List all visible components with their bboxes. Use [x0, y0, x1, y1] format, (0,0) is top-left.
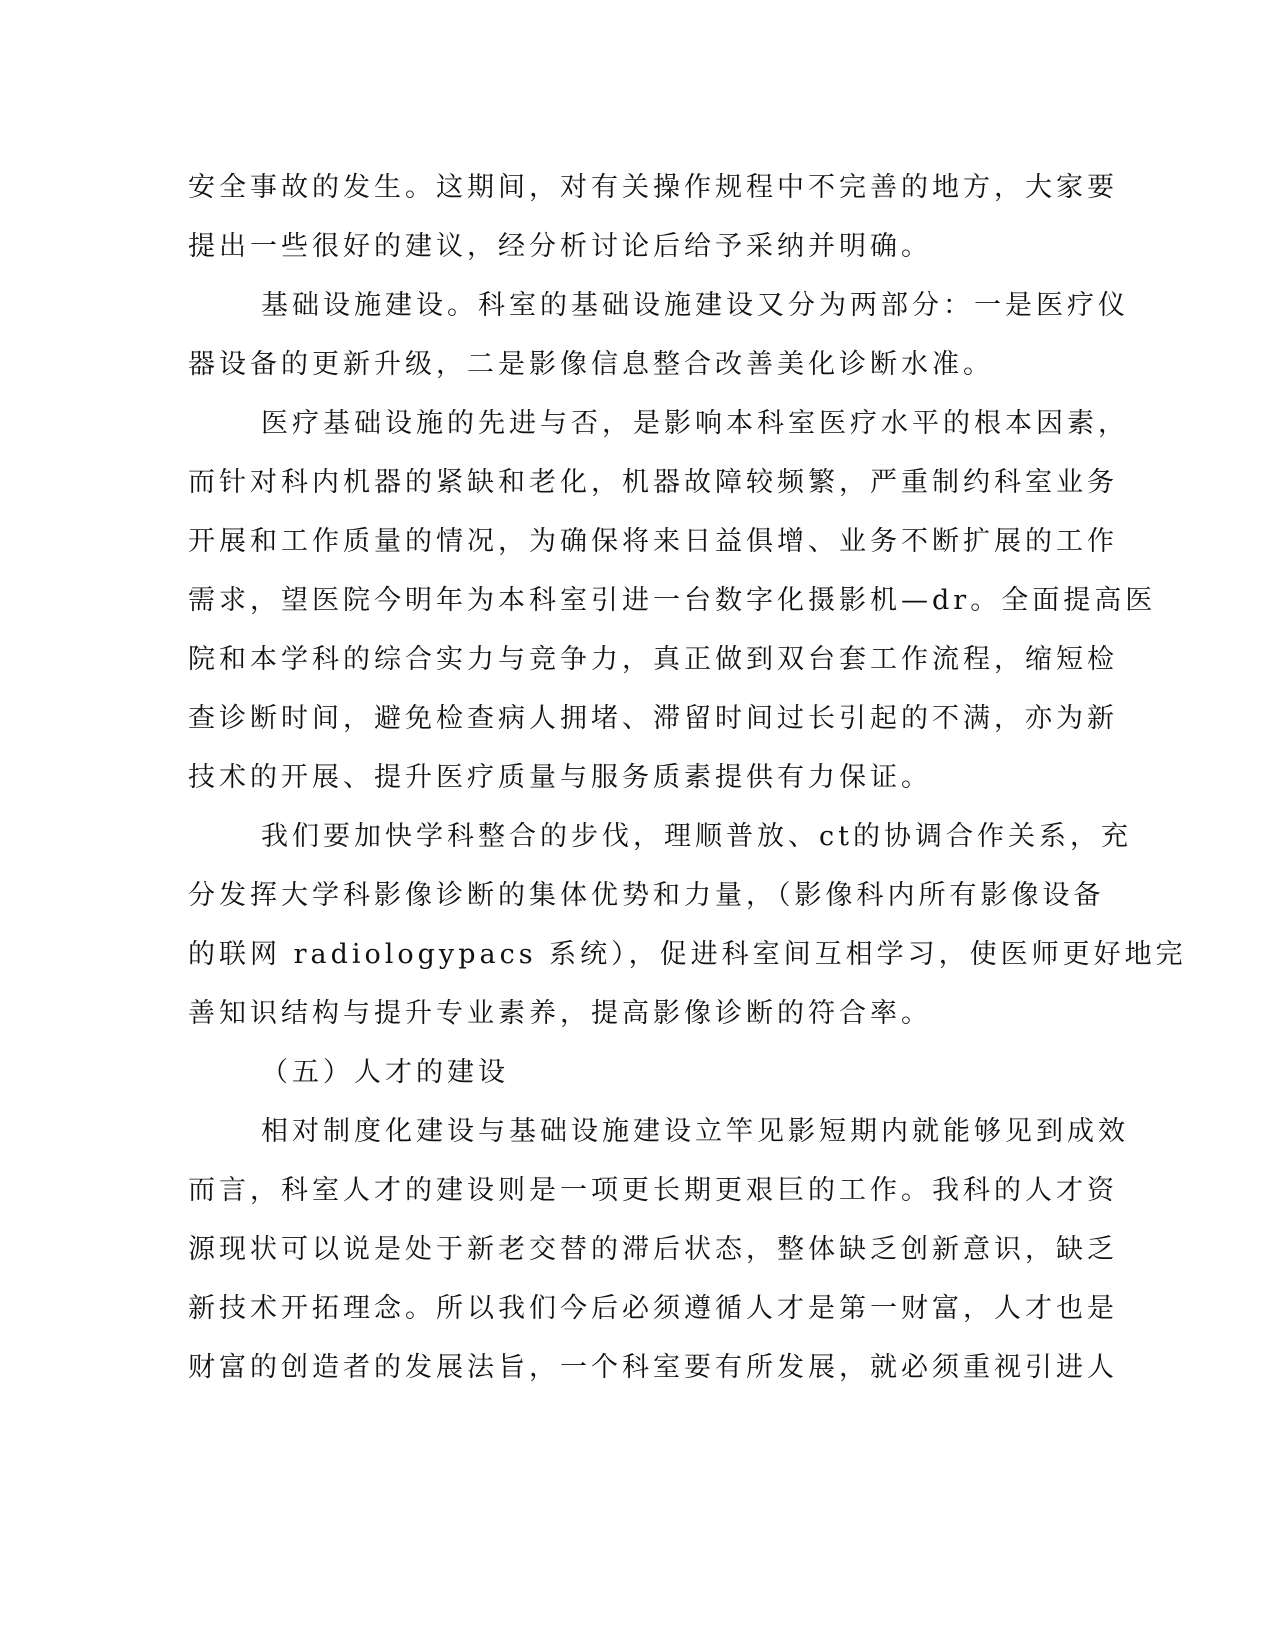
text-line: 而针对科内机器的紧缺和老化，机器故障较频繁，严重制约科室业务: [188, 467, 1118, 498]
text-line: 新技术开拓理念。所以我们今后必须遵循人才是第一财富，人才也是: [188, 1293, 1118, 1324]
text-line: 分发挥大学科影像诊断的集体优势和力量，（影像科内所有影像设备: [188, 880, 1105, 911]
paragraph-first-line: 基础设施建设。科室的基础设施建设又分为两部分：一是医疗仪: [261, 290, 1129, 321]
text-line: 开展和工作质量的情况，为确保将来日益俱增、业务不断扩展的工作: [188, 526, 1118, 557]
text-line: 技术的开展、提升医疗质量与服务质素提供有力保证。: [188, 762, 932, 793]
paragraph-first-line: 相对制度化建设与基础设施建设立竿见影短期内就能够见到成效: [261, 1116, 1129, 1147]
text-line: 提出一些很好的建议，经分析讨论后给予采纳并明确。: [188, 231, 932, 262]
text-line: 的联网 radiologypacs 系统），促进科室间互相学习，使医师更好地完: [188, 939, 1187, 970]
paragraph-first-line: （五）人才的建设: [261, 1057, 509, 1088]
text-line: 需求，望医院今明年为本科室引进一台数字化摄影机—dr。全面提高医: [188, 585, 1157, 616]
document-body: [188, 158, 1187, 1397]
text-line: 院和本学科的综合实力与竞争力，真正做到双台套工作流程，缩短检: [188, 644, 1118, 675]
text-line: 器设备的更新升级，二是影像信息整合改善美化诊断水准。: [188, 349, 994, 380]
paragraph-first-line: 我们要加快学科整合的步伐，理顺普放、ct的协调合作关系，充: [261, 821, 1132, 852]
text-line: 安全事故的发生。这期间，对有关操作规程中不完善的地方，大家要: [188, 172, 1118, 203]
text-line: 源现状可以说是处于新老交替的滞后状态，整体缺乏创新意识，缺乏: [188, 1234, 1118, 1265]
text-line: 查诊断时间，避免检查病人拥堵、滞留时间过长引起的不满，亦为新: [188, 703, 1118, 734]
text-line: 财富的创造者的发展法旨，一个科室要有所发展，就必须重视引进人: [188, 1352, 1118, 1383]
text-line: 善知识结构与提升专业素养，提高影像诊断的符合率。: [188, 998, 932, 1029]
paragraph-first-line: 医疗基础设施的先进与否，是影响本科室医疗水平的根本因素，: [261, 408, 1129, 439]
text-line: 而言，科室人才的建设则是一项更长期更艰巨的工作。我科的人才资: [188, 1175, 1118, 1206]
